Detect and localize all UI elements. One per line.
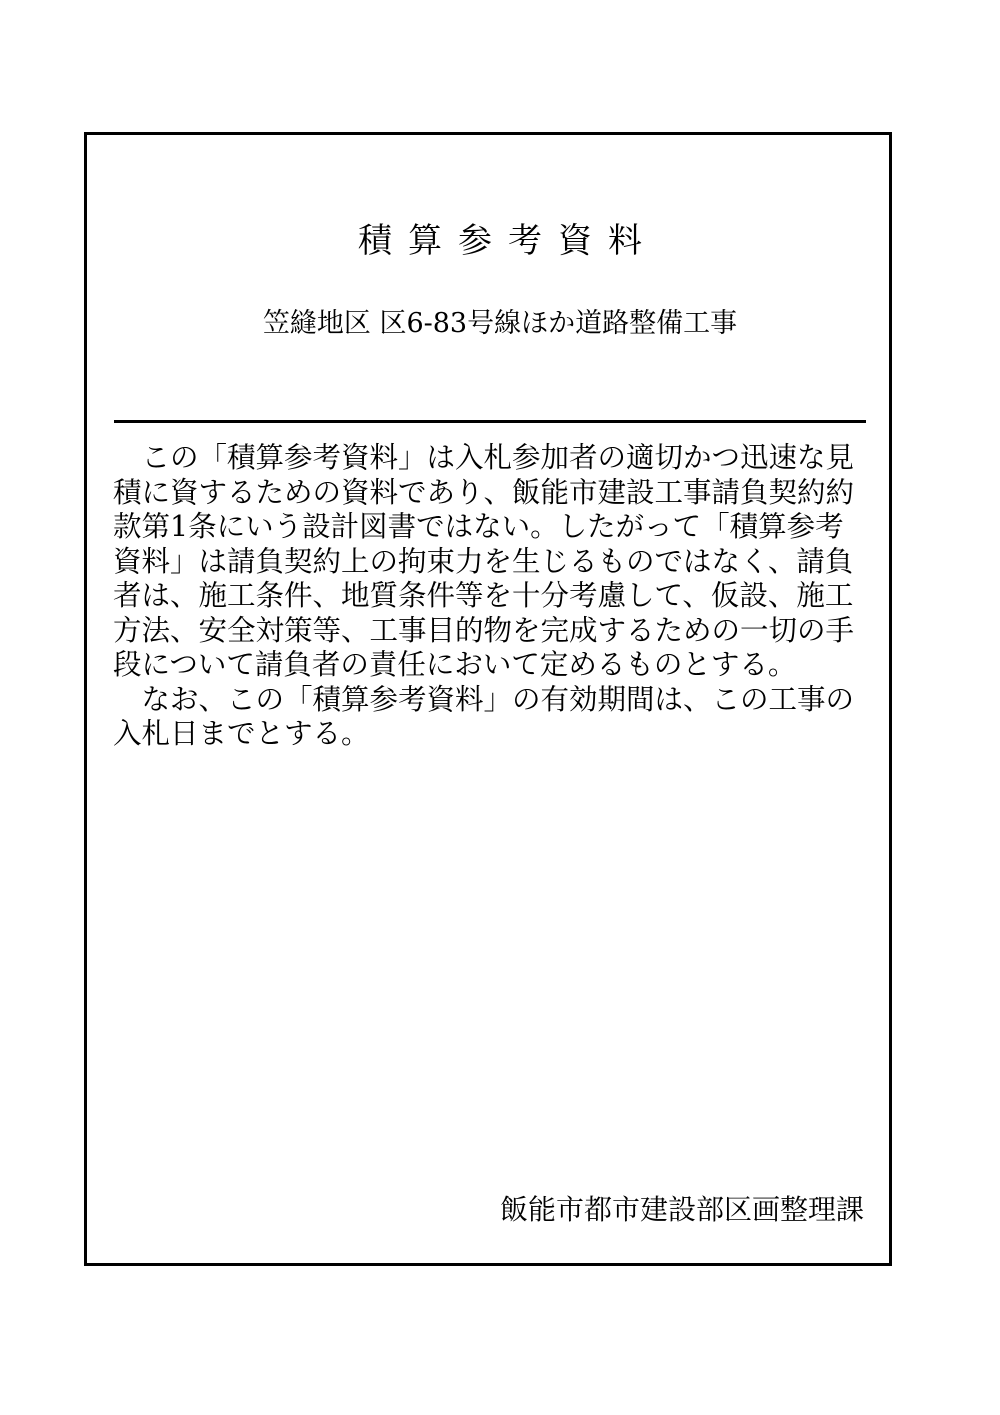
document-title: 積算参考資料 xyxy=(358,221,658,261)
issuer-name: 飯能市都市建設部区画整理課 xyxy=(499,1193,864,1226)
notice-paragraph-2: なお、この「積算参考資料」の有効期間は、この工事の入札日までとする。 xyxy=(113,682,855,750)
notice-body xyxy=(113,441,863,752)
notice-paragraph-1: この「積算参考資料」は入札参加者の適切かつ迅速な見積に資するための資料であり、飯能市建設工事請負契約約款第1条にいう設計図書ではない。したがって「積算参考資料」は請負契約上の拘束力を生じるものではなく、請負者は、施工条件、地質条件等を十分考慮して、仮設、施工方法、安全対策等、工事目的物を完成するための一切の手段について請負者の責任において定めるものとする。 xyxy=(113,441,855,681)
document-subtitle: 笠縫地区 区6-83号線ほか道路整備工事 xyxy=(262,308,738,339)
title-divider xyxy=(114,420,866,423)
